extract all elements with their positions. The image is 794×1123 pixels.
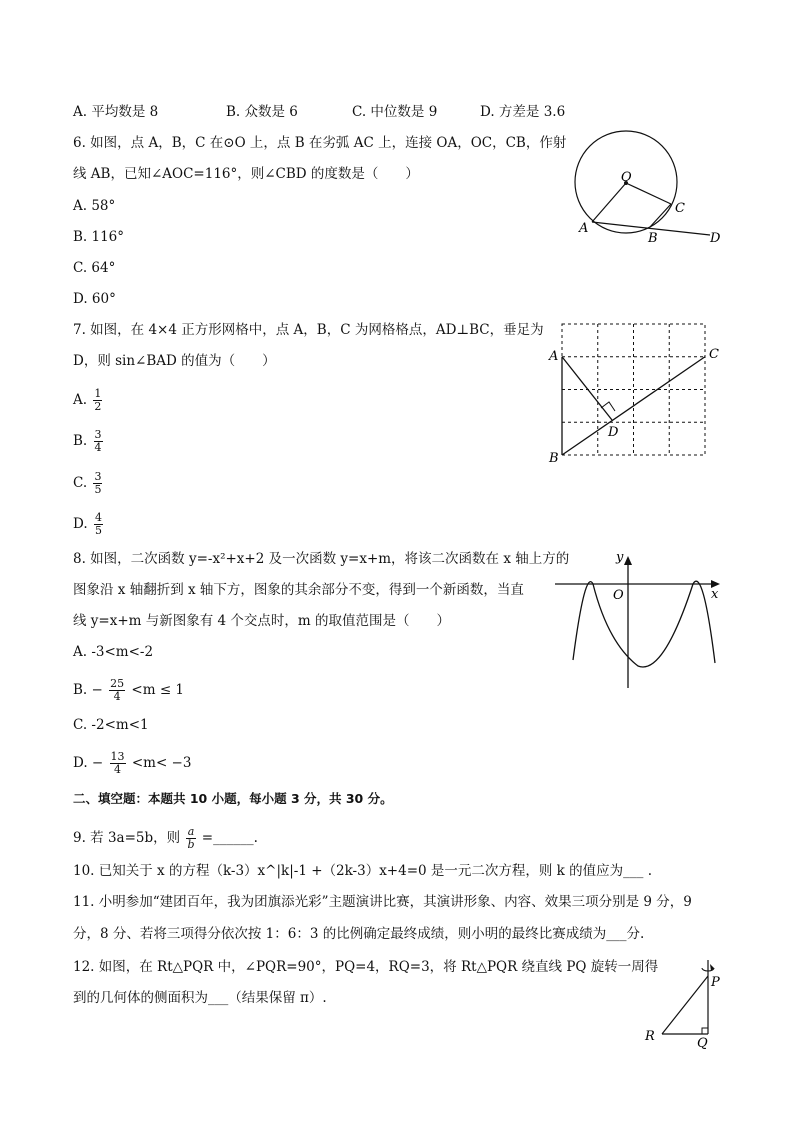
q6-label-d: D <box>710 231 721 246</box>
q12-label-p: P <box>711 975 720 990</box>
q6-stem-line1: 6. 如图，点 A，B，C 在⊙O 上，点 B 在劣弧 AC 上，连接 OA，OC，CB，作射 <box>73 135 567 151</box>
q6-label-o: O <box>621 170 632 185</box>
q6-label-a: A <box>579 221 589 236</box>
section-2-heading: 二、填空题：本题共 10 小题，每小题 3 分，共 30 分。 <box>73 791 393 806</box>
q8-label-x: x <box>711 587 719 602</box>
q12-triangle-figure <box>640 958 720 1051</box>
q6-label-b: B <box>648 231 658 246</box>
q7-stem-line1: 7. 如图，在 4×4 正方形网格中，点 A，B，C 为网格格点，AD⊥BC，垂足为 <box>73 322 544 338</box>
q8-stem-line2: 图象沿 x 轴翻折到 x 轴下方，图象的其余部分不变，得到一个新函数，当直 <box>73 582 524 598</box>
q12-label-q: Q <box>697 1036 708 1051</box>
q7-stem-line2: D，则 sin∠BAD 的值为（ ） <box>73 353 276 369</box>
q11-stem-line2: 分，8 分、若将三项得分依次按 1：6：3 的比例确定最终成绩，则小明的最终比赛成绩为___分. <box>73 926 645 942</box>
q8-label-y: y <box>616 550 624 565</box>
q12-stem-line2: 到的几何体的侧面积为___（结果保留 π）. <box>73 990 327 1006</box>
q6-stem-line2: 线 AB，已知∠AOC=116°，则∠CBD 的度数是（ ） <box>73 166 419 182</box>
q7-grid-figure <box>545 318 730 468</box>
q11-stem-line1: 11. 小明参加“建团百年，我为团旗添光彩”主题演讲比赛，其演讲形象、内容、效果三项分别是 9 分，9 <box>73 894 692 910</box>
q6-option-a: A. 58° <box>73 198 116 214</box>
q6-option-b: B. 116° <box>73 229 125 245</box>
q6-option-c: C. 64° <box>73 260 116 276</box>
q6-label-c: C <box>675 201 685 216</box>
q7-option-a: A. $\frac{1}{2}$ <box>73 387 102 413</box>
q12-stem-line1: 12. 如图，在 Rt△PQR 中，∠PQR=90°，PQ=4，RQ=3，将 Rt△PQR 绕直线 PQ 旋转一周得 <box>73 959 659 975</box>
q7-label-c: C <box>709 347 719 362</box>
q8-parabola-figure <box>553 548 728 693</box>
q5-option-a: A. 平均数是 8 <box>73 104 159 120</box>
q9-stem: 9. 若 3a=5b，则 $\frac{a}{b}$ =______. <box>73 825 258 851</box>
q8-option-d: D. − $\frac{13}{4}$ <m< −3 <box>73 750 192 776</box>
q8-option-c: C. -2<m<1 <box>73 717 149 733</box>
q5-option-d: D. 方差是 3.6 <box>480 104 566 120</box>
q7-option-c: C. $\frac{3}{5}$ <box>73 470 102 496</box>
q5-option-b: B. 众数是 6 <box>226 104 298 120</box>
q12-label-r: R <box>645 1029 655 1044</box>
q8-label-o: O <box>613 588 624 603</box>
q8-stem-line1: 8. 如图，二次函数 y=-x²+x+2 及一次函数 y=x+m，将该二次函数在 x 轴上方的 <box>73 551 570 567</box>
q8-stem-line3: 线 y=x+m 与新图象有 4 个交点时，m 的取值范围是（ ） <box>73 613 451 629</box>
q8-option-a: A. -3<m<-2 <box>73 644 154 660</box>
q7-option-b: B. $\frac{3}{4}$ <box>73 428 102 454</box>
q6-circle-figure <box>568 125 738 250</box>
q8-option-b: B. − $\frac{25}{4}$ <m ≤ 1 <box>73 677 185 703</box>
q7-label-a: A <box>549 349 559 364</box>
q7-option-d: D. $\frac{4}{5}$ <box>73 511 102 537</box>
q7-label-b: B <box>549 451 559 466</box>
q7-label-d: D <box>608 425 619 440</box>
q5-option-c: C. 中位数是 9 <box>352 104 438 120</box>
q10-stem: 10. 已知关于 x 的方程（k-3）x^|k|-1 +（2k-3）x+4=0 是一元二次方程，则 k 的值应为___ . <box>73 863 652 879</box>
q6-option-d: D. 60° <box>73 291 116 307</box>
